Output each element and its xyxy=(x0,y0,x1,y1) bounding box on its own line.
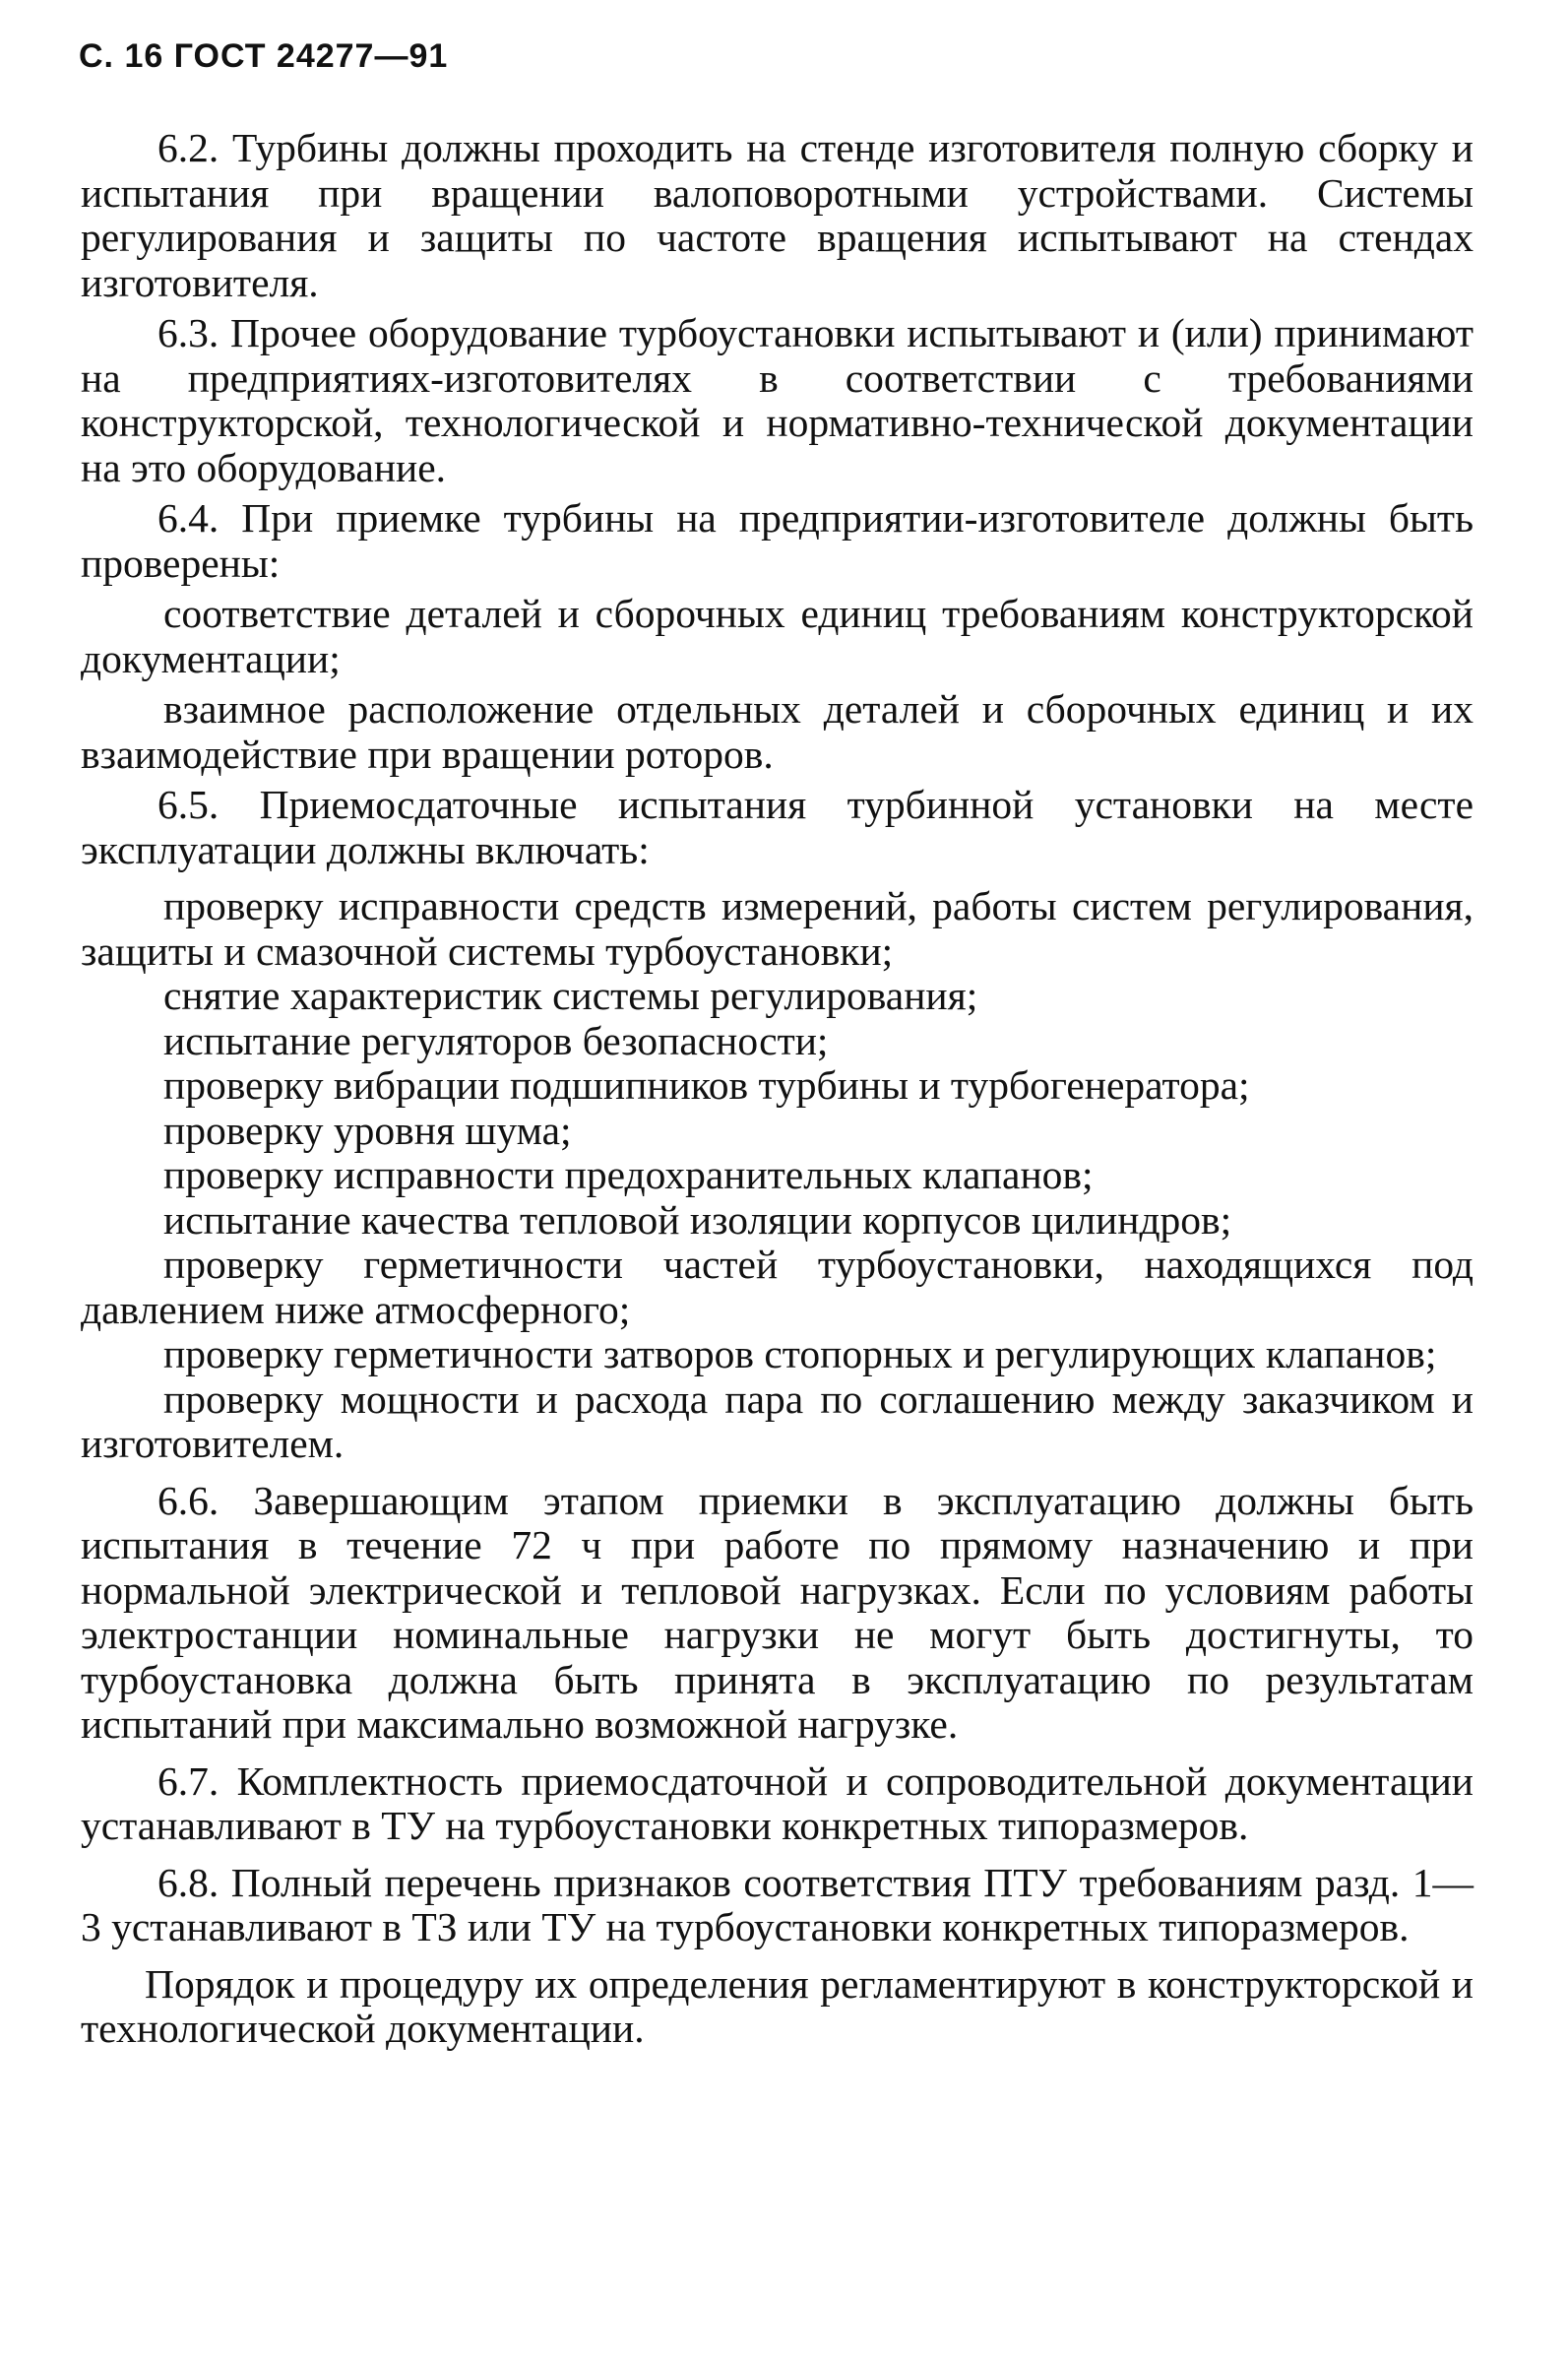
paragraph-6-6: 6.6. Завершающим этапом приемки в эксплуатацию должны быть испытания в течение 72 ч при работе по прямому назначению и при нормальной электрической и тепловой нагрузках. Если по условиям работы электростанции номинальные нагрузки не могут быть достигнуты, то турбоустановка должна быть принята в эксплуатацию по результатам испытаний при максимально возможной нагрузке. xyxy=(81,1477,1474,1747)
list-item: проверку уровня шума; xyxy=(163,1107,572,1153)
list-item: проверку исправности средств измерений, работы систем регулирования, защиты и смазочной системы турбоустановки; xyxy=(81,883,1474,974)
list-item: соответствие деталей и сборочных единиц требованиям конструкторской документации; xyxy=(81,591,1474,681)
list-item: снятие характеристик системы регулирования; xyxy=(163,973,978,1018)
paragraph-6-8-continuation: Порядок и процедуру их определения регламентируют в конструкторской и технологической документации. xyxy=(81,1960,1474,2051)
list-item: проверку вибрации подшипников турбины и турбогенератора; xyxy=(163,1062,1250,1108)
paragraph-6-3: 6.3. Прочее оборудование турбоустановки испытывают и (или) принимают на предприятиях-изготовителях в соответствии с требованиями конструкторской, технологической и нормативно-технической документации на это оборудование. xyxy=(81,310,1474,490)
list-item: проверку мощности и расхода пара по соглашению между заказчиком и изготовителем. xyxy=(81,1375,1474,1466)
paragraph-6-7: 6.7. Комплектность приемосдаточной и сопроводительной документации устанавливают в ТУ на турбоустановки конкретных типоразмеров. xyxy=(81,1757,1474,1848)
paragraph-6-2: 6.2. Турбины должны проходить на стенде изготовителя полную сборку и испытания при вращении валоповоротными устройствами. Системы регулирования и защиты по частоте вращения испытывают на стендах изготовителя. xyxy=(81,125,1474,305)
document-body xyxy=(81,126,1474,2052)
paragraph-6-5-intro: 6.5. Приемосдаточные испытания турбинной установки на месте эксплуатации должны включать: xyxy=(81,782,1474,872)
list-item: испытание регуляторов безопасности; xyxy=(163,1017,829,1063)
list-item: проверку герметичности частей турбоустановки, находящихся под давлением ниже атмосферного; xyxy=(81,1242,1474,1332)
list-item: проверку герметичности затворов стопорных и регулирующих клапанов; xyxy=(163,1331,1437,1376)
page-header: С. 16 ГОСТ 24277—91 xyxy=(79,37,449,75)
list-item: проверку исправности предохранительных клапанов; xyxy=(163,1152,1094,1197)
list-item: взаимное расположение отдельных деталей и сборочных единиц и их взаимодействие при вращении роторов. xyxy=(81,686,1474,777)
paragraph-6-4-intro: 6.4. При приемке турбины на предприятии-изготовителе должны быть проверены: xyxy=(81,495,1474,586)
paragraph-6-8: 6.8. Полный перечень признаков соответствия ПТУ требованиям разд. 1—3 устанавливают в ТЗ или ТУ на турбоустановки конкретных типоразмеров. xyxy=(81,1859,1474,1949)
list-item: испытание качества тепловой изоляции корпусов цилиндров; xyxy=(163,1196,1232,1243)
